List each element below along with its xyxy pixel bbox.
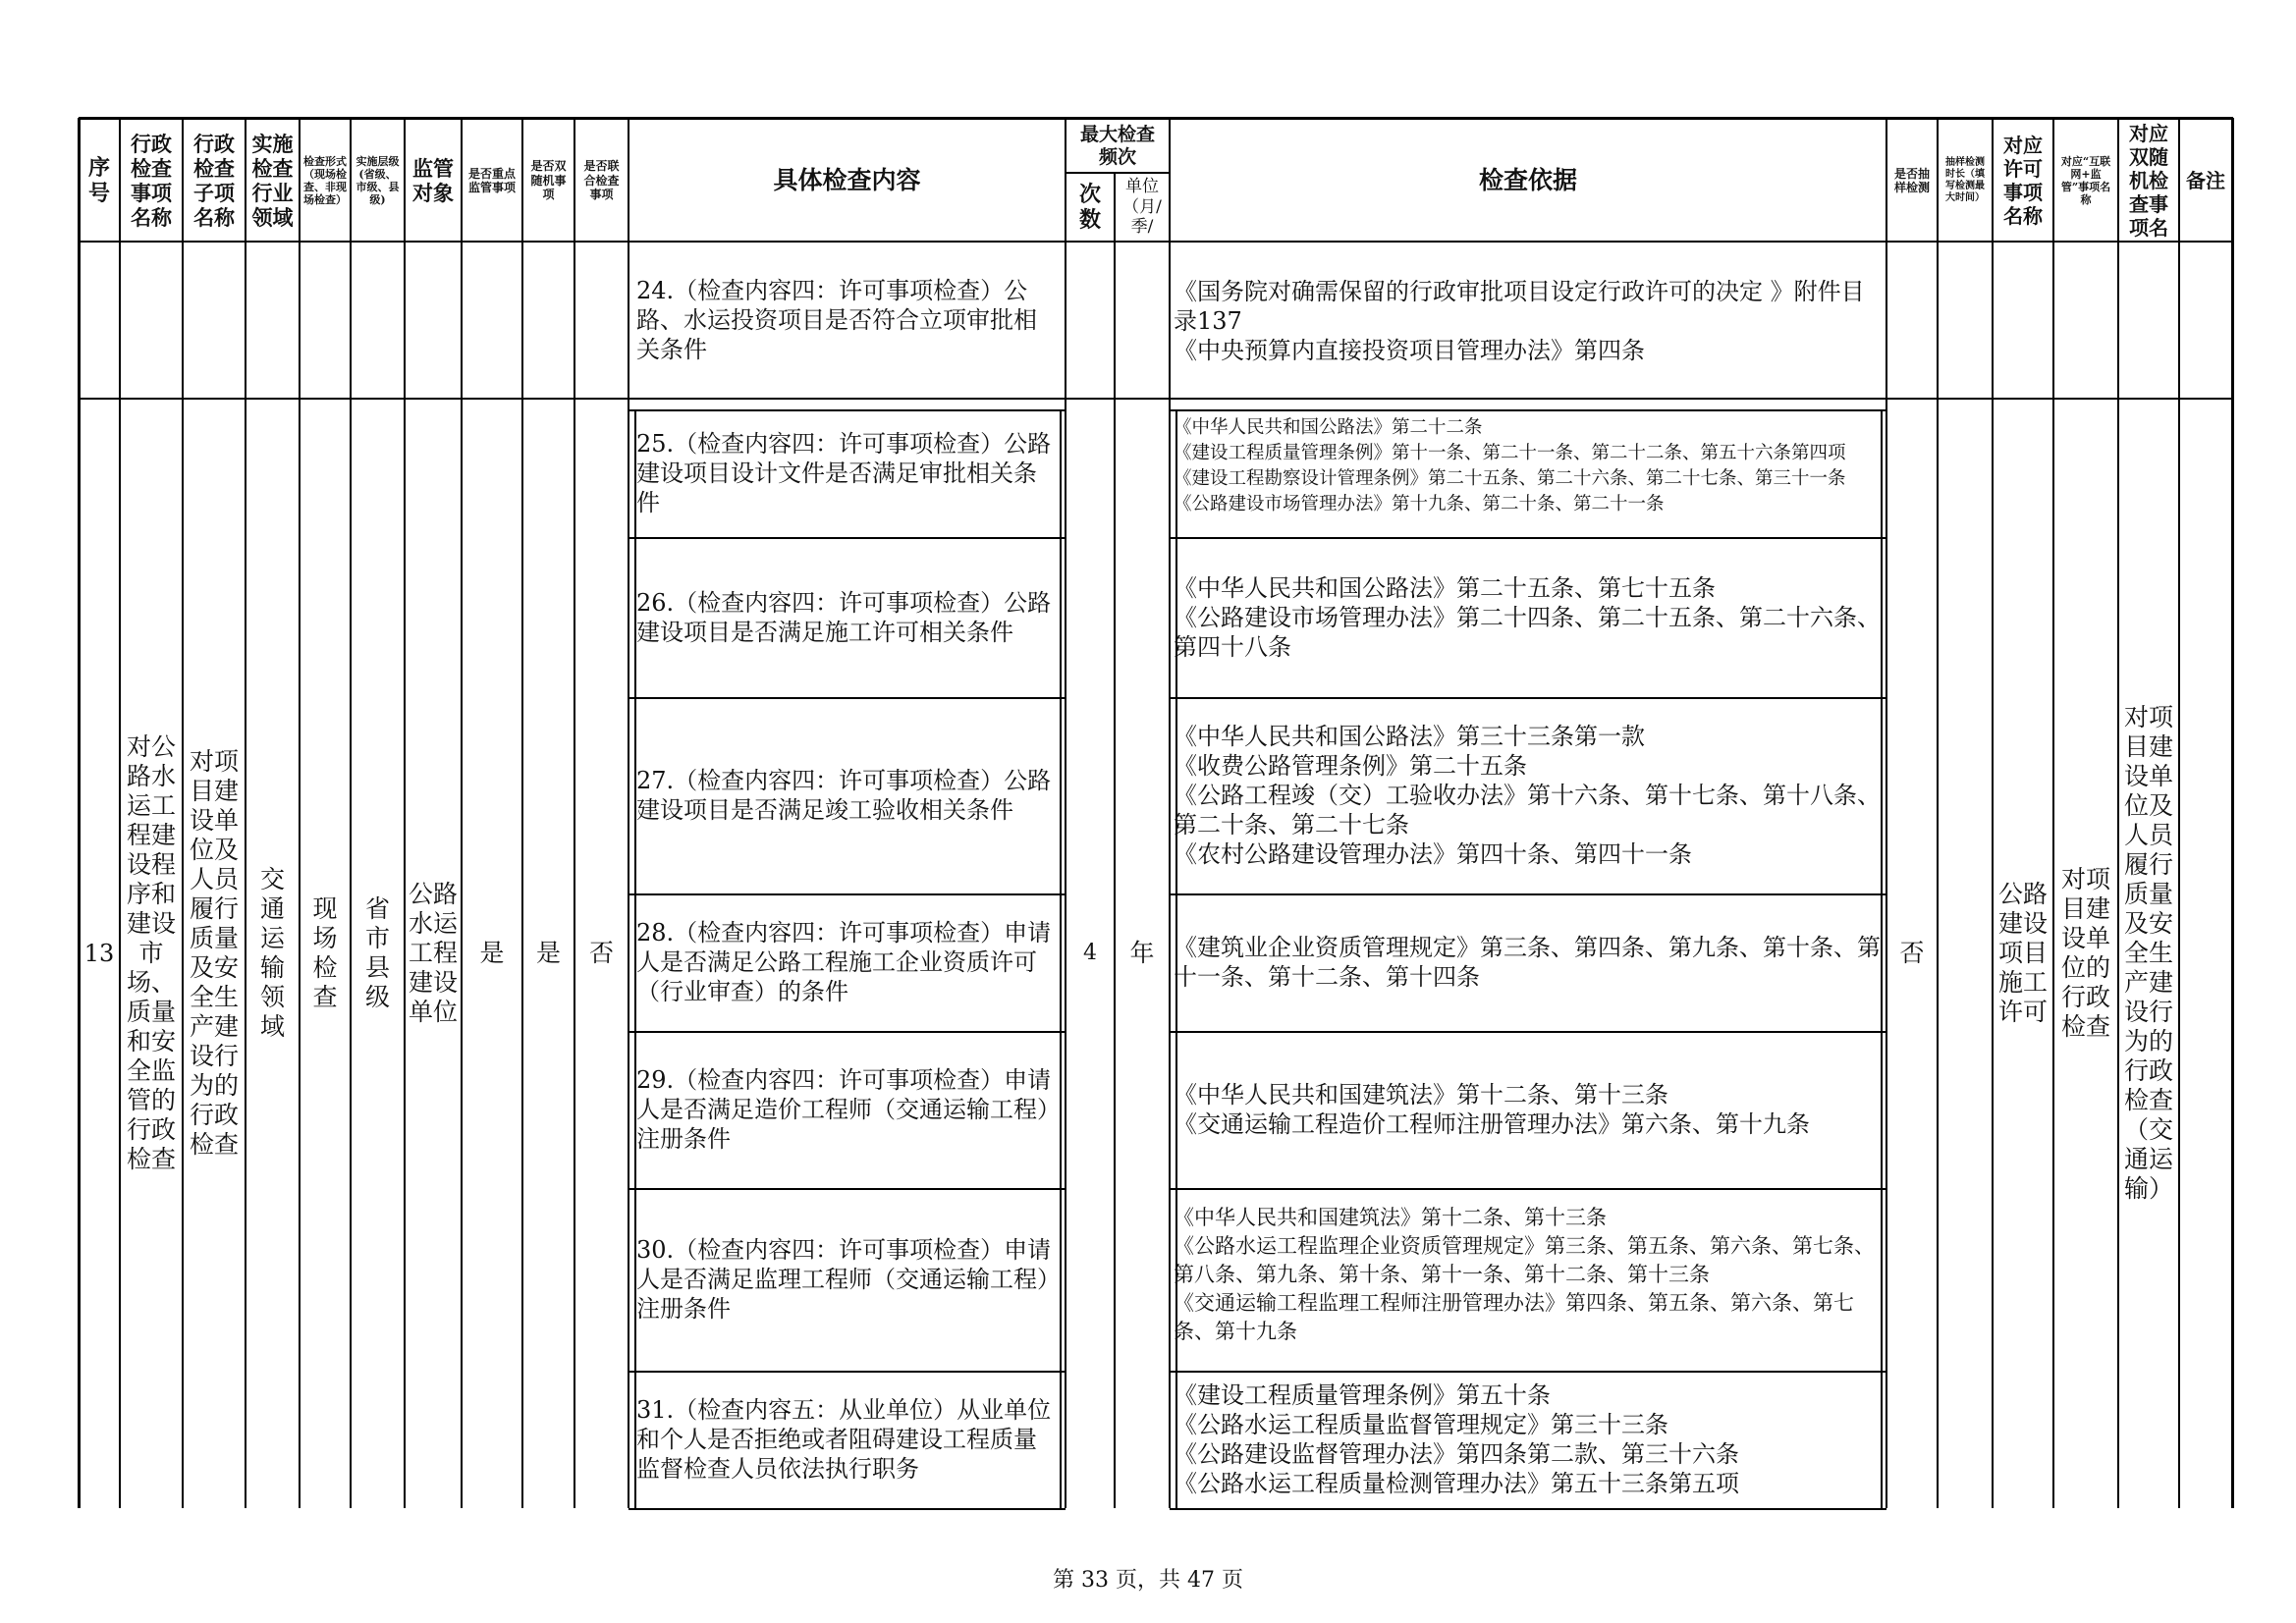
item-27-basis: 《中华人民共和国公路法》第三十三条第一款 《收费公路管理条例》第二十五条 《公路工程竣（交）工验收办法》第十六条、第十七条、第十八条、第二十条、第二十七条 《农村公路建设管理办法》第四十条、第四十一条	[1174, 723, 1881, 868]
item-25-content: 25.（检查内容四：许可事项检查）公路建设项目设计文件是否满足审批相关条件	[636, 430, 1052, 516]
item-28-content: 28.（检查内容四：许可事项检查）申请人是否满足公路工程施工企业资质许可（行业审查）的条件	[636, 919, 1052, 1005]
header-object: 监管对象	[412, 155, 454, 205]
item-26-content: 26.（检查内容四：许可事项检查）公路建设项目是否满足施工许可相关条件	[636, 588, 1052, 646]
row-13-sub-item-name: 对项目建设单位及人员履行质量及安全生产建设行为的行政检查	[189, 747, 239, 1159]
row-13-seq: 13	[83, 940, 115, 967]
item-30-content: 30.（检查内容四：许可事项检查）申请人是否满足监理工程师（交通运输工程）注册条件	[636, 1236, 1052, 1323]
header-key-item: 是否重点监管事项	[467, 166, 516, 194]
row-13-sampling: 否	[1899, 939, 1925, 967]
header-freq-unit: 单位（月/季/	[1122, 177, 1162, 238]
row-13-internet-plus: 对项目建设单位的行政检查	[2060, 865, 2110, 1041]
header-double-random: 是否双随机事项	[530, 159, 567, 202]
header-basis: 检查依据	[1478, 166, 1577, 194]
header-level: 实施层级(省级、市级、县级)	[355, 154, 400, 207]
row-13-permit: 公路建设项目施工许可	[1998, 880, 2049, 1026]
row-13-remark	[2179, 399, 2232, 1508]
grid-hline	[1170, 1508, 1886, 1510]
header-internet-plus: 对应“互联网+监管”事项名称	[2060, 154, 2111, 207]
row-13-object: 公路水运工程建设单位	[409, 880, 459, 1026]
header-content: 具体检查内容	[773, 166, 921, 194]
row-13-freq-times: 4	[1083, 941, 1097, 965]
row-13-sampling-time	[1938, 399, 1993, 1508]
header-remark: 备注	[2186, 169, 2225, 192]
item-31-basis: 《建设工程质量管理条例》第五十条 《公路水运工程质量监督管理规定》第三十三条 《公路建设监督管理办法》第四条第二款、第三十六条 《公路水运工程质量检测管理办法》第五十三条第五项	[1174, 1381, 1739, 1497]
row-24-content: 24.（检查内容四：许可事项检查）公路、水运投资项目是否符合立项审批相关条件	[636, 277, 1037, 363]
row-13-level: 省市县级	[364, 894, 390, 1011]
item-26-basis: 《中华人民共和国公路法》第二十五条、第七十五条 《公路建设市场管理办法》第二十四条、第二十五条、第二十六条、第四十八条	[1174, 573, 1881, 661]
header-freq-group: 最大检查频次	[1079, 124, 1155, 168]
header-sub-item-name: 行政检查子项名称	[193, 131, 235, 231]
row-13-double-random: 是	[535, 939, 561, 967]
header-sampling-time: 抽样检测时长（填写检测最大时间）	[1945, 157, 1985, 203]
item-29-basis: 《中华人民共和国建筑法》第十二条、第十三条 《交通运输工程造价工程师注册管理办法》第六条、第十九条	[1174, 1081, 1810, 1138]
item-27-content: 27.（检查内容四：许可事项检查）公路建设项目是否满足竣工验收相关条件	[636, 767, 1052, 824]
row-24-basis: 《国务院对确需保留的行政审批项目设定行政许可的决定 》附件目录137 《中央预算内直接投资项目管理办法》第四条	[1174, 278, 1865, 364]
grid-hline	[629, 1508, 1066, 1510]
header-seq: 序号	[87, 154, 110, 206]
header-permit: 对应许可事项名称	[2003, 134, 2043, 228]
header-joint: 是否联合检查事项	[583, 159, 620, 202]
header-double-random-name: 对应双随机检查事项名	[2129, 122, 2168, 240]
item-29-content: 29.（检查内容四：许可事项检查）申请人是否满足造价工程师（交通运输工程）注册条件	[636, 1066, 1052, 1153]
header-sampling: 是否抽样检测	[1893, 166, 1930, 194]
row-13-joint: 否	[588, 939, 614, 967]
header-item-name: 行政检查事项名称	[131, 131, 172, 231]
item-30-basis: 《中华人民共和国建筑法》第十二条、第十三条 《公路水运工程监理企业资质管理规定》第三条、第五条、第六条、第七条、第八条、第九条、第十条、第十一条、第十二条、第十三条 《交通运输工程监理工程师注册管理办法》第四条、第五条、第六条、第七条、第十九条	[1174, 1206, 1875, 1343]
item-25-basis: 《中华人民共和国公路法》第二十二条 《建设工程质量管理条例》第十一条、第二十一条、第二十二条、第五十六条第四项 《建设工程勘察设计管理条例》第二十五条、第二十六条、第二十七条、第三十一条 《公路建设市场管理办法》第十九条、第二十条、第二十一条	[1174, 417, 1846, 514]
item-28-basis: 《建筑业企业资质管理规定》第三条、第四条、第九条、第十条、第十一条、第十二条、第十四条	[1174, 934, 1881, 991]
row-13-item-name: 对公路水运工程建设程序和建设市场、质量和安全监管的行政检查	[126, 732, 176, 1173]
row-13-key-item: 是	[479, 939, 505, 967]
header-industry: 实施检查行业领域	[251, 131, 294, 231]
row-13-industry: 交通运输领域	[259, 865, 285, 1041]
row-13-double-random-name: 对项目建设单位及人员履行质量及安全生产建设行为的行政检查（交通运输）	[2123, 703, 2173, 1203]
row-13-freq-unit: 年	[1129, 939, 1155, 967]
header-form: 检查形式（现场检查、非现场检查）	[303, 154, 347, 207]
row-13-form: 现场检查	[312, 894, 338, 1011]
header-freq-times: 次数	[1078, 181, 1101, 233]
page-footer: 第 33 页，共 47 页	[1053, 1568, 1243, 1593]
item-31-content: 31.（检查内容五：从业单位）从业单位和个人是否拒绝或者阻碍建设工程质量监督检查人员依法执行职务	[636, 1396, 1052, 1483]
